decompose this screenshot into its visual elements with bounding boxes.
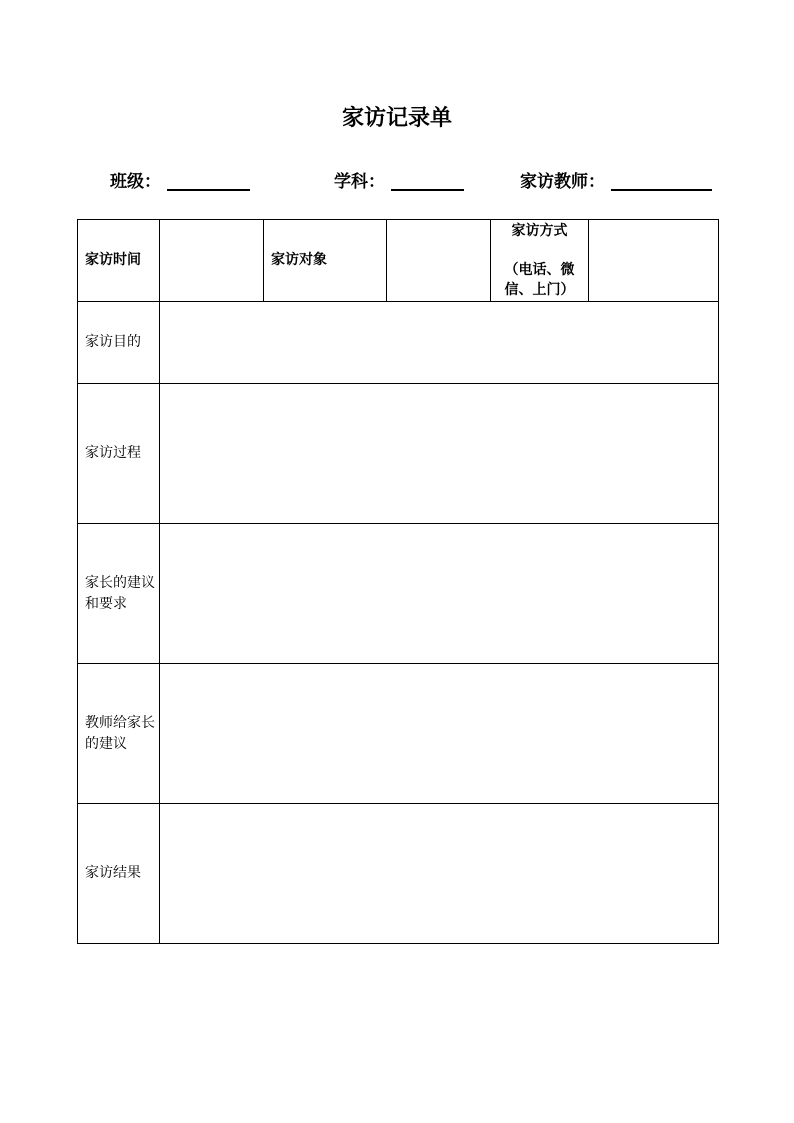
teacher-advice-label: 教师给家长的建议 [78,664,160,804]
visit-record-table [77,219,719,944]
teacher-advice-input[interactable] [160,664,719,804]
visit-method-label: 家访方式 [511,223,568,239]
purpose-label: 家访目的 [78,302,160,384]
visit-method-note: （电话、微信、上门） [504,262,575,298]
process-input[interactable] [160,384,719,524]
header-info-row [0,166,794,194]
table-row [78,302,719,384]
visit-target-input[interactable] [387,220,491,302]
visit-time-label: 家访时间 [78,220,160,302]
visit-target-label: 家访对象 [264,220,387,302]
visit-method-label-cell [491,220,589,302]
visit-time-input[interactable] [160,220,264,302]
parent-suggestion-input[interactable] [160,524,719,664]
table-row [78,664,719,804]
result-label: 家访结果 [78,804,160,944]
process-label: 家访过程 [78,384,160,524]
table-row [78,384,719,524]
page-title: 家访记录单 [341,106,452,131]
class-input-line[interactable] [167,167,250,191]
table-row [78,220,719,302]
table-row [78,524,719,664]
teacher-input-line[interactable] [611,167,712,191]
purpose-input[interactable] [160,302,719,384]
subject-input-line[interactable] [391,167,464,191]
result-input[interactable] [160,804,719,944]
visit-method-input[interactable] [589,220,719,302]
parent-suggestion-label: 家长的建议和要求 [78,524,160,664]
class-field [110,166,250,194]
subject-field [334,166,464,194]
class-label: 班级： [110,172,161,192]
subject-label: 学科： [334,172,385,192]
table-row [78,804,719,944]
teacher-field [520,166,712,194]
teacher-label: 家访教师： [520,172,605,192]
